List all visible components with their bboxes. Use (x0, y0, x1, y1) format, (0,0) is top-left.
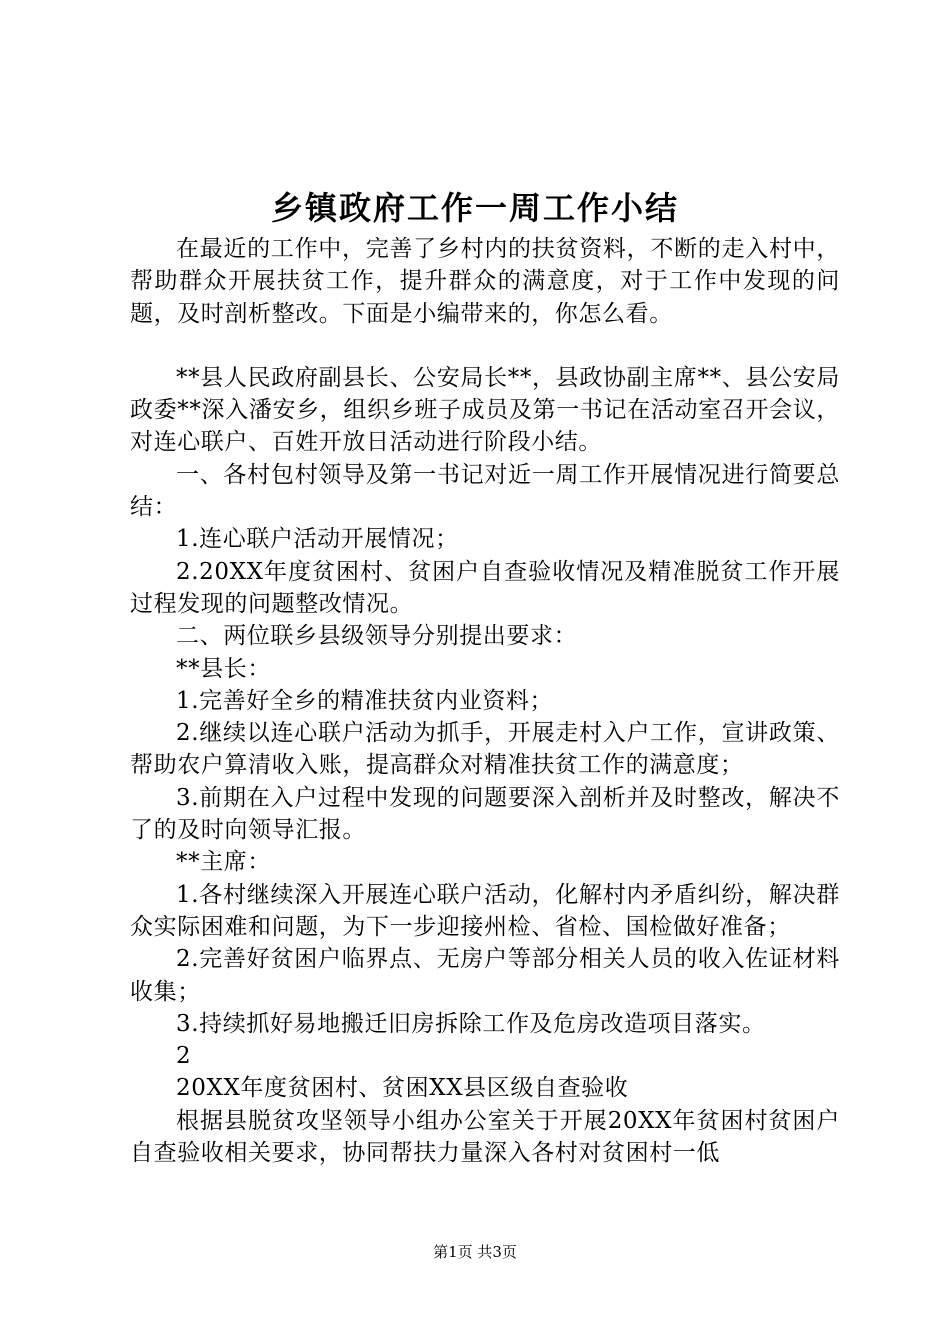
body-paragraph: 20XX年度贫困村、贫困XX县区级自查验收 (176, 1075, 629, 1102)
body-paragraph: 3.前期在入户过程中发现的问题要深入剖析并及时整改，解决不了的及时向领导汇报。 (130, 784, 840, 844)
body-paragraph: 2.完善好贫困户临界点、无房户等部分相关人员的收入佐证材料收集； (130, 946, 840, 1005)
body-paragraph: 2.继续以连心联户活动为抓手，开展走村入户工作，宣讲政策、帮助农户算清收入账，提高群众对精准扶贫工作的满意度； (130, 720, 840, 779)
body-paragraph: 2.20XX年度贫困村、贫困户自查验收情况及精准脱贫工作开展过程发现的问题整改情况。 (130, 558, 840, 617)
body-paragraph: **主席： (176, 849, 271, 876)
body-paragraph: 一、各村包村领导及第一书记对近一周工作开展情况进行简要总结： (130, 461, 840, 521)
document-title: 乡镇政府工作一周工作小结 (270, 189, 679, 227)
body-paragraph: 3.持续抓好易地搬迁旧房拆除工作及危房改造项目落实。 (176, 1010, 766, 1037)
body-paragraph: 1.完善好全乡的精准扶贫内业资料； (176, 687, 554, 714)
page-number-footer: 第1页 共3页 (433, 1243, 517, 1261)
body-paragraph: 根据县脱贫攻坚领导小组办公室关于开展20XX年贫困村贫困户自查验收相关要求，协同帮扶力量深入各村对贫困村一低 (130, 1107, 840, 1167)
body-paragraph: 二、两位联乡县级领导分别提出要求： (176, 623, 578, 650)
body-paragraph: 1.连心联户活动开展情况； (176, 526, 459, 553)
body-paragraph: 1.各村继续深入开展连心联户活动，化解村内矛盾纠纷，解决群众实际困难和问题，为下一步迎接州检、省检、国检做好准备； (130, 881, 840, 940)
body-paragraph: 2 (176, 1043, 192, 1070)
body-paragraph: **县长： (176, 655, 271, 682)
document-body (130, 233, 840, 1169)
body-paragraph: **县人民政府副县长、公安局长**，县政协副主席**、县公安局政委**深入潘安乡，组织乡班子成员及第一书记在活动室召开会议，对连心联户、百姓开放日活动进行阶段小结。 (130, 364, 840, 456)
paragraph-spacer (130, 330, 840, 362)
intro-paragraph: 在最近的工作中，完善了乡村内的扶贫资料，不断的走入村中，帮助群众开展扶贫工作，提升群众的满意度，对于工作中发现的问题，及时剖析整改。下面是小编带来的，你怎么看。 (130, 236, 840, 327)
